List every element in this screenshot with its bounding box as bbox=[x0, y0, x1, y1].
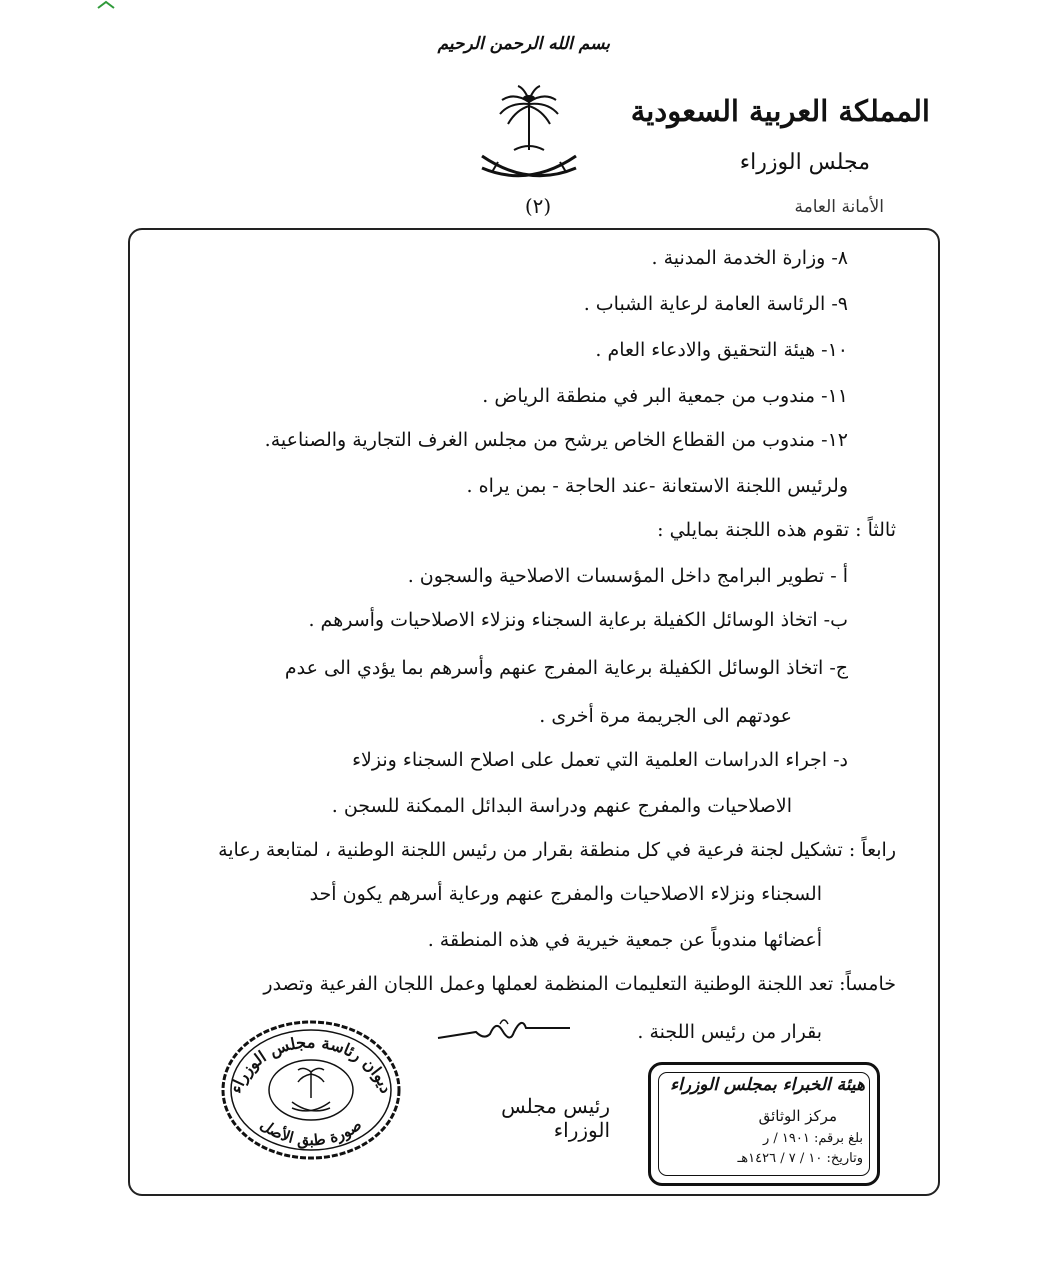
item-c-cont: عودتهم الى الجريمة مرة أخرى . bbox=[539, 705, 792, 727]
letterhead bbox=[630, 82, 950, 232]
signature-icon bbox=[430, 1010, 580, 1054]
basmala: بسم الله الرحمن الرحيم bbox=[437, 34, 610, 54]
page-number: (٢) bbox=[524, 194, 552, 218]
experts-stamp-number: بلغ برقم: ١٩٠١ / ر bbox=[762, 1131, 863, 1146]
saudi-emblem-icon bbox=[474, 84, 584, 196]
section-four: رابعاً : تشكيل لجنة فرعية في كل منطقة بقرار من رئيس اللجنة الوطنية ، لمتابعة رعاية bbox=[218, 839, 896, 861]
body-line-1: ٨- وزارة الخدمة المدنية . bbox=[651, 247, 848, 269]
item-d-cont: الاصلاحيات والمفرج عنهم ودراسة البدائل الممكنة للسجن . bbox=[331, 795, 792, 817]
item-b: ب- اتخاذ الوسائل الكفيلة برعاية السجناء ونزلاء الاصلاحيات وأسرهم . bbox=[308, 609, 848, 631]
body-line-2: ٩- الرئاسة العامة لرعاية الشباب . bbox=[583, 293, 848, 315]
body-line-3: ١٠- هيئة التحقيق والادعاء العام . bbox=[595, 339, 848, 361]
body-line-6: ولرئيس اللجنة الاستعانة -عند الحاجة - بمن يراه . bbox=[466, 475, 848, 497]
council-title: مجلس الوزراء bbox=[739, 150, 870, 175]
experts-stamp bbox=[648, 1062, 880, 1186]
kingdom-title: المملكة العربية السعودية bbox=[630, 94, 930, 128]
body-line-4: ١١- مندوب من جمعية البر في منطقة الرياض . bbox=[482, 385, 848, 407]
experts-stamp-center: مركز الوثائق bbox=[758, 1107, 837, 1125]
stamp-left-top-text: ديوان رئاسة مجلس الوزراء bbox=[226, 1032, 396, 1096]
section-five: خامساً: تعد اللجنة الوطنية التعليمات المنظمة لعملها وعمل اللجان الفرعية وتصدر bbox=[263, 973, 896, 995]
section-three-heading: ثالثاً : تقوم هذه اللجنة بمايلي : bbox=[657, 519, 896, 541]
secretariat-title: الأمانة العامة bbox=[794, 197, 884, 217]
true-copy-stamp-icon bbox=[218, 1018, 404, 1162]
section-five-cont: بقرار من رئيس اللجنة . bbox=[637, 1021, 822, 1043]
signature-title: رئيس مجلس الوزراء bbox=[501, 1094, 610, 1142]
experts-stamp-date: وتاريخ: ١٠ / ٧ / ١٤٢٦هـ bbox=[737, 1151, 863, 1166]
item-a: أ - تطوير البرامج داخل المؤسسات الاصلاحية والسجون . bbox=[407, 565, 848, 587]
item-c: ج- اتخاذ الوسائل الكفيلة برعاية المفرج عنهم وأسرهم بما يؤدي الى عدم bbox=[284, 657, 848, 679]
corner-mark-icon bbox=[96, 0, 116, 10]
item-d: د- اجراء الدراسات العلمية التي تعمل على اصلاح السجناء ونزلاء bbox=[352, 749, 848, 771]
experts-stamp-title: هيئة الخبراء بمجلس الوزراء bbox=[670, 1075, 865, 1095]
body-line-5: ١٢- مندوب من القطاع الخاص يرشح من مجلس الغرف التجارية والصناعية. bbox=[264, 429, 848, 451]
stamp-left-bottom-text: صورة طبق الأصل bbox=[256, 1115, 366, 1150]
section-four-cont-1: السجناء ونزلاء الاصلاحيات والمفرج عنهم ورعاية أسرهم يكون أحد bbox=[309, 883, 822, 905]
section-four-cont-2: أعضائها مندوباً عن جمعية خيرية في هذه المنطقة . bbox=[427, 929, 822, 951]
